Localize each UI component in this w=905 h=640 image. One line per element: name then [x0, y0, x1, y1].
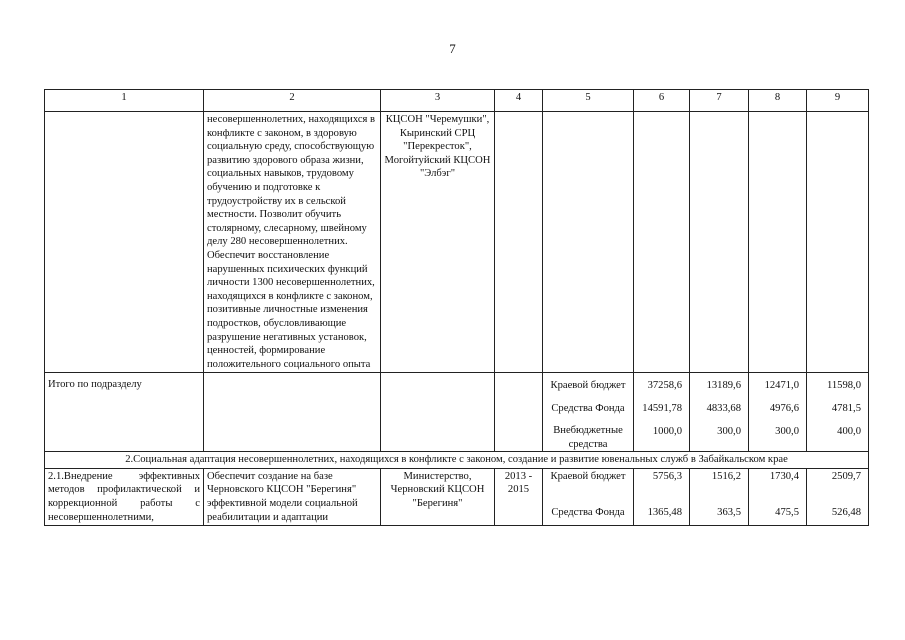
header-col-4: 4	[495, 90, 543, 112]
row1-col7	[690, 112, 749, 373]
header-col-2: 2	[204, 90, 381, 112]
section-2-title: 2.Социальная адаптация несовершеннолетних, находящихся в конфликте с законом, создание и развитие ювенальных служб в Забайкальском крае	[45, 452, 869, 469]
header-col-8: 8	[749, 90, 807, 112]
row21-measure: 2.1.Внедрение эффективных методов профилактической и коррекционной работы с несовершеннолетними,	[45, 468, 204, 525]
subtotal-col4	[495, 373, 543, 452]
amount-value: 475,5	[775, 506, 799, 518]
row1-col4	[495, 112, 543, 373]
amount-value: 363,5	[717, 506, 741, 518]
amount-value: 12471,0	[764, 380, 799, 392]
row21-col6	[634, 468, 690, 525]
table-header-row	[45, 90, 869, 112]
header-col-9: 9	[807, 90, 869, 112]
header-col-1: 1	[45, 90, 204, 112]
row21-col8	[749, 468, 807, 525]
table-row	[45, 468, 869, 525]
amount-value: 400,0	[837, 426, 861, 438]
row21-col7	[690, 468, 749, 525]
amount-value: 4781,5	[831, 403, 861, 415]
header-col-7: 7	[690, 90, 749, 112]
subtotal-label: Итого по подразделу	[45, 373, 204, 452]
page-number: 7	[449, 41, 456, 56]
source-label: Краевой бюджет	[550, 380, 626, 392]
source-label: Краевой бюджет	[550, 470, 626, 482]
row1-col6	[634, 112, 690, 373]
row1-col8	[749, 112, 807, 373]
amount-value: 1516,2	[711, 470, 741, 482]
row1-executors: КЦСОН "Черемушки", Кыринский СРЦ "Перекресток", Могойтуйский КЦСОН "Элбэг"	[381, 112, 495, 373]
subtotal-col9	[807, 373, 869, 452]
row21-description: Обеспечит создание на базе Черновского КЦСОН "Берегиня" эффективной модели социальной реабилитации и адаптации	[204, 468, 381, 525]
subtotal-row	[45, 373, 869, 452]
amount-value: 5756,3	[652, 470, 682, 482]
subtotal-col7	[690, 373, 749, 452]
amount-value: 4976,6	[769, 403, 799, 415]
header-col-6: 6	[634, 90, 690, 112]
section-heading-row	[45, 452, 869, 469]
row1-description: несовершеннолетних, находящихся в конфликте с законом, в здоровую социальную среду, способствующую развитию здорового образа жизни, социальных навыков, трудовому обучению и подготовке к трудоустройству их в сельской местности. Позволит обучить столярному, слесарному, швейному делу 280 несовершеннолетних. Обеспечит восстановление нарушенных психических функций личности 1300 несовершеннолетних, находящихся в конфликте с законом, позитивные личностные изменения подростков, обусловливающие разрушение негативных установок, ценностей, формирование положительного социального опыта	[204, 112, 381, 373]
amount-value: 526,48	[831, 506, 861, 518]
row21-sources	[543, 468, 634, 525]
row21-period: 2013 - 2015	[495, 468, 543, 525]
subtotal-col8	[749, 373, 807, 452]
subtotal-col6	[634, 373, 690, 452]
header-col-3: 3	[381, 90, 495, 112]
header-col-5: 5	[543, 90, 634, 112]
source-label: Средства Фонда	[551, 403, 625, 415]
amount-value: 4833,68	[706, 403, 741, 415]
amount-value: 300,0	[717, 426, 741, 438]
program-table	[44, 89, 869, 526]
amount-value: 11598,0	[826, 380, 861, 392]
amount-value: 300,0	[775, 426, 799, 438]
row1-col9	[807, 112, 869, 373]
amount-value: 13189,6	[706, 380, 741, 392]
amount-value: 1000,0	[652, 426, 682, 438]
amount-value: 1730,4	[769, 470, 799, 482]
amount-value: 2509,7	[831, 470, 861, 482]
row21-executors: Министерство, Черновский КЦСОН "Берегиня"	[381, 468, 495, 525]
table-row	[45, 112, 869, 373]
source-label: Внебюджетные средства	[553, 425, 623, 450]
subtotal-sources	[543, 373, 634, 452]
amount-value: 14591,78	[642, 403, 682, 415]
source-label: Средства Фонда	[551, 506, 625, 518]
row1-col1	[45, 112, 204, 373]
subtotal-col3	[381, 373, 495, 452]
row1-col5	[543, 112, 634, 373]
amount-value: 1365,48	[647, 506, 682, 518]
amount-value: 37258,6	[647, 380, 682, 392]
row21-col9	[807, 468, 869, 525]
subtotal-col2	[204, 373, 381, 452]
